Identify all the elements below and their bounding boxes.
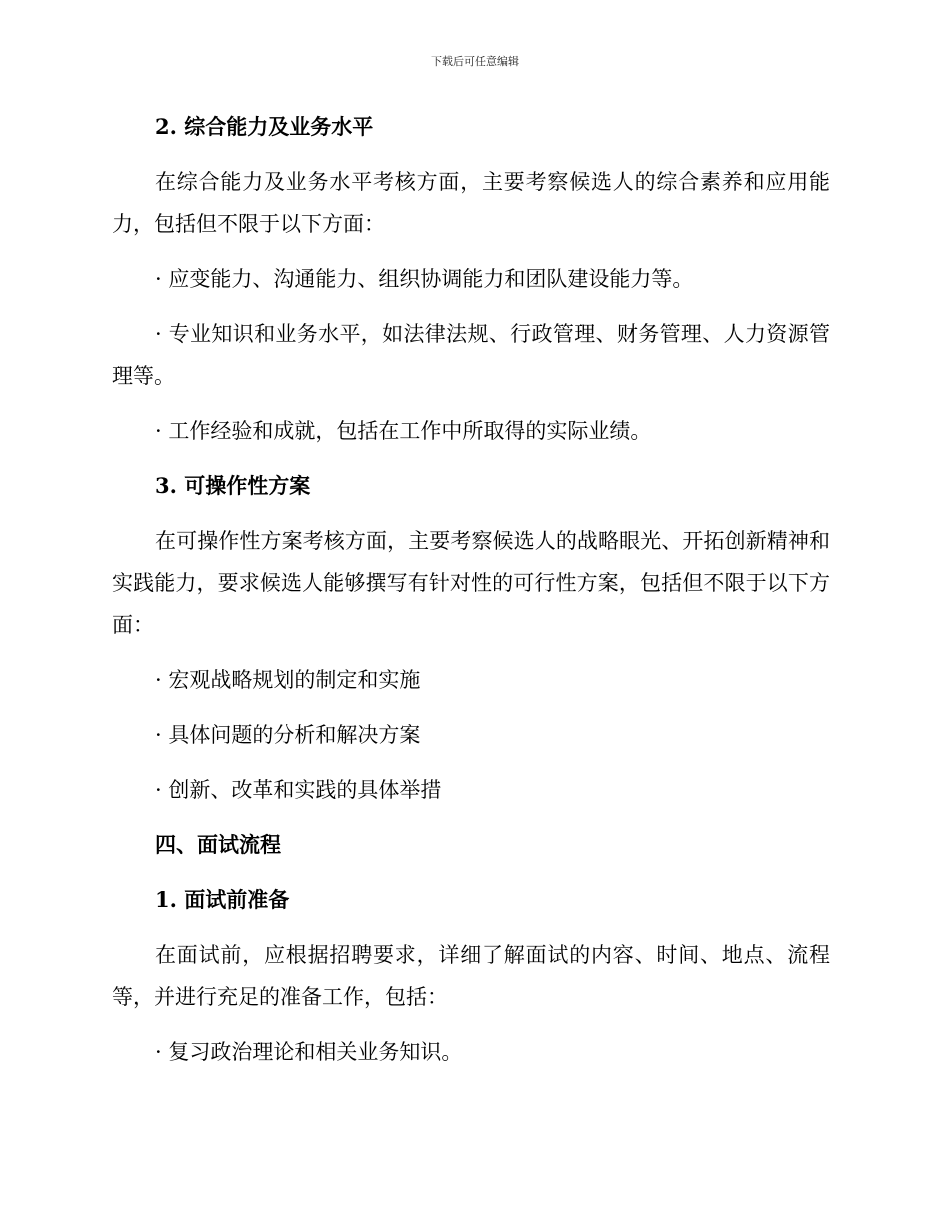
paragraph-preparation-intro: 在面试前，应根据招聘要求，详细了解面试的内容、时间、地点、流程等，并进行充足的准备工作，包括： bbox=[112, 943, 830, 1009]
section-heading-ability: 2. 综合能力及业务水平 bbox=[155, 114, 374, 139]
chapter-heading-interview-process: 四、面试流程 bbox=[155, 832, 281, 857]
list-item: · 应变能力、沟通能力、组织协调能力和团队建设能力等。 bbox=[155, 267, 694, 291]
list-item: · 工作经验和成就，包括在工作中所取得的实际业绩。 bbox=[155, 419, 652, 443]
list-item: · 复习政治理论和相关业务知识。 bbox=[155, 1040, 463, 1064]
document-body bbox=[112, 106, 830, 1086]
paragraph-plan-intro: 在可操作性方案考核方面，主要考察候选人的战略眼光、开拓创新精神和实践能力，要求候选人能够撰写有针对性的可行性方案，包括但不限于以下方面： bbox=[112, 529, 830, 637]
page-header: 下载后可任意编辑 bbox=[431, 55, 519, 68]
section-heading-plan: 3. 可操作性方案 bbox=[155, 473, 311, 498]
paragraph-ability-intro: 在综合能力及业务水平考核方面，主要考察候选人的综合素养和应用能力，包括但不限于以下方面： bbox=[112, 170, 830, 236]
list-item: · 宏观战略规划的制定和实施 bbox=[155, 668, 421, 692]
section-heading-preparation: 1. 面试前准备 bbox=[155, 887, 290, 912]
list-item: · 专业知识和业务水平，如法律法规、行政管理、财务管理、人力资源管理等。 bbox=[112, 322, 830, 388]
list-item: · 创新、改革和实践的具体举措 bbox=[155, 778, 442, 802]
list-item: · 具体问题的分析和解决方案 bbox=[155, 723, 421, 747]
